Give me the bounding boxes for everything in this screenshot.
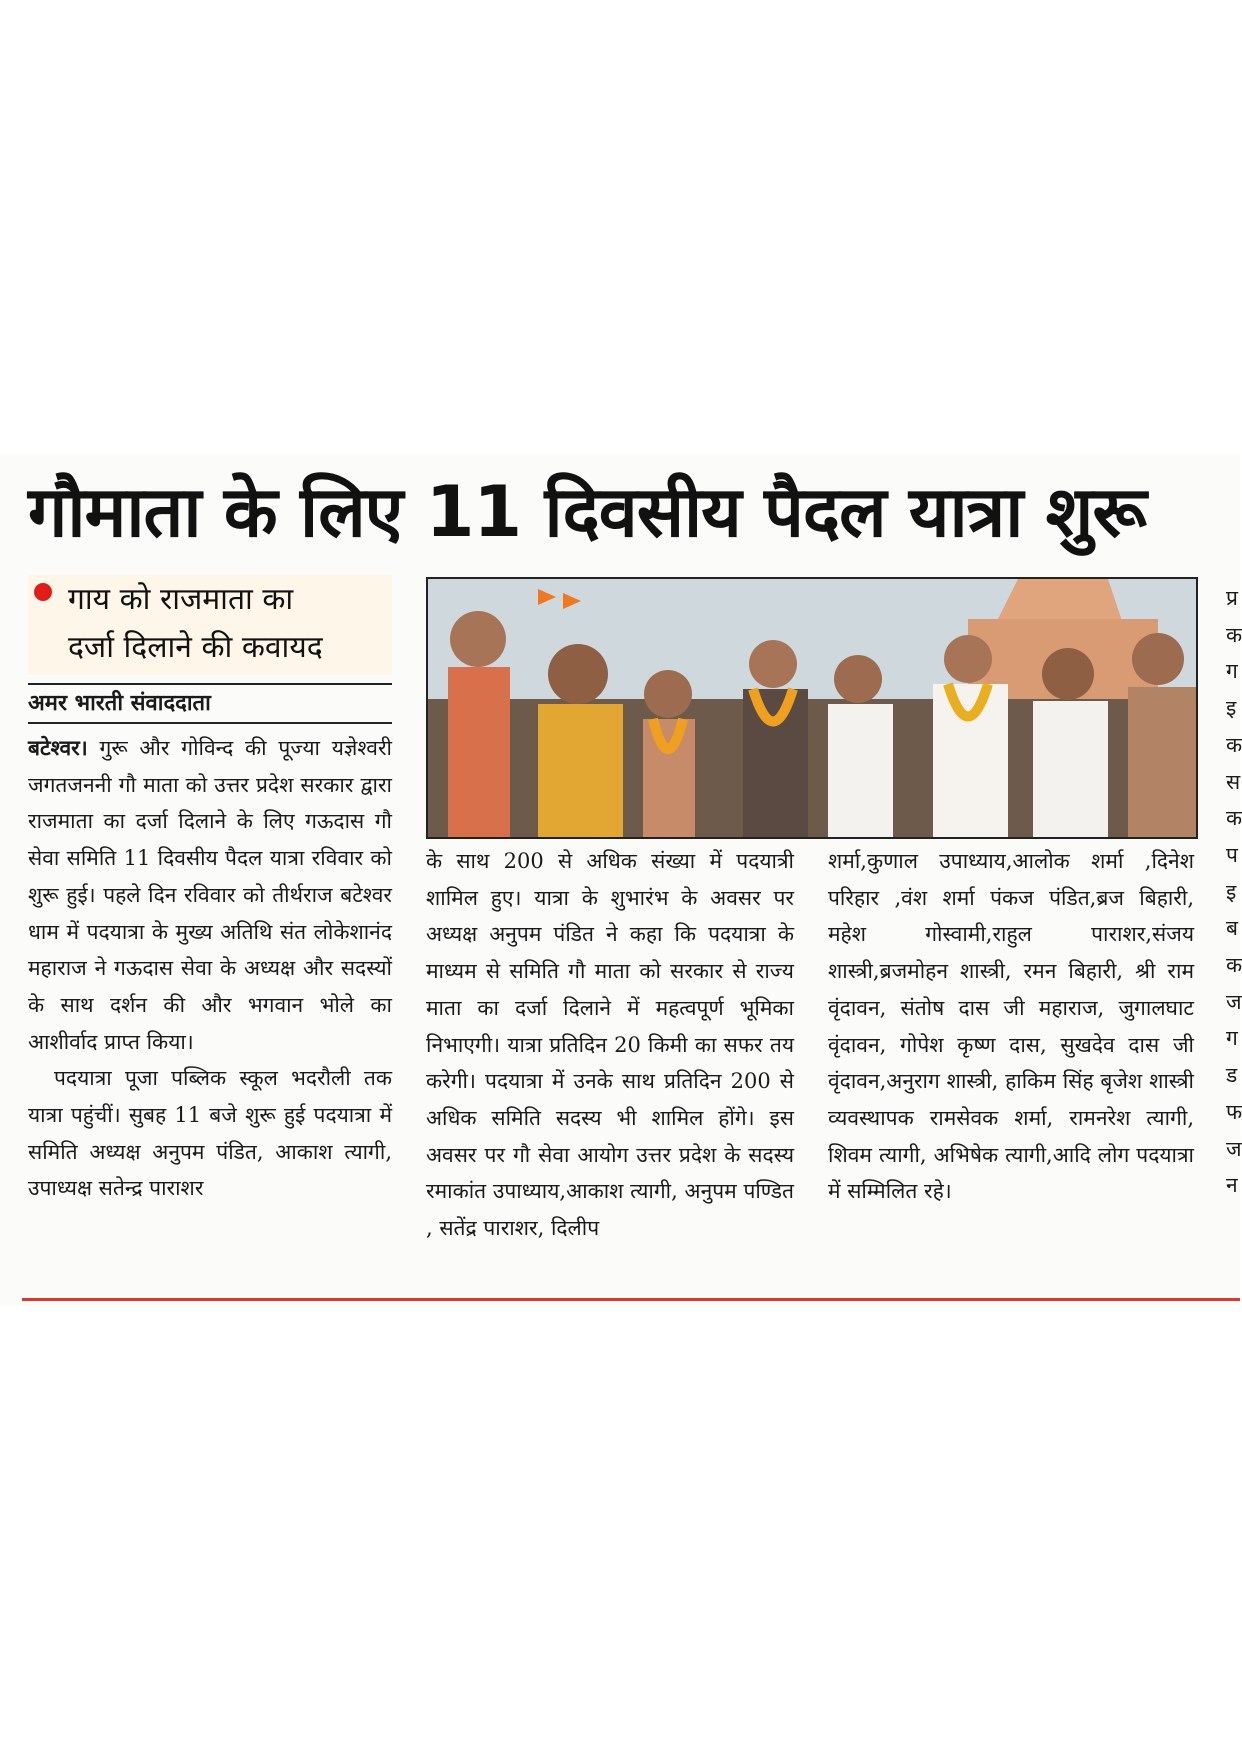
column-2-text: के साथ 200 से अधिक संख्या में पदयात्री शामिल हुए। यात्रा के शुभारंभ के अवसर पर अध्यक्ष अनुपम पंडित ने कहा कि पदयात्रा के माध्यम से समिति गौ माता को सरकार से राज्य माता का दर्जा दिलाने में महत्वपूर्ण भूमिका निभाएगी। यात्रा प्रतिदिन 20 किमी का सफर तय करेगी। पदयात्रा में उनके साथ प्रतिदिन 200 से अधिक समिति सदस्य भी शामिल होंगे। इस अवसर पर गौ सेवा आयोग उत्तर प्रदेश के सदस्य रमाकांत उपाध्याय,आकाश त्यागी, अनुपम पण्डित , सतेंद्र पाराशर, दिलीप — [426, 849, 794, 1241]
red-dot-bullet-icon — [34, 583, 52, 601]
news-photo — [426, 577, 1198, 839]
byline: अमर भारती संवाददाता — [28, 691, 211, 716]
paragraph-1-text: गुरू और गोविन्द की पूज्या यज्ञेश्वरी जगतजननी गौ माता को उत्तर प्रदेश सरकार द्वारा राजमाता का दर्जा दिलाने के लिए गऊदास गौ सेवा समिति 11 दिवसीय पैदल यात्रा रविवार को शुरू हुई। पहले दिन रविवार को तीर्थराज बटेश्वर धाम में पदयात्रा के मुख्य अतिथि संत लोकेशानंद महाराज ने गऊदास सेवा के अध्यक्ष और सदस्यों के साथ दर्शन की और भगवान भोले का आशीर्वाद प्राप्त किया। — [28, 736, 392, 1054]
column-3-text: शर्मा,कुणाल उपाध्याय,आलोक शर्मा ,दिनेश परिहार ,वंश शर्मा पंकज पंडित,ब्रज बिहारी, महेश गोस्वामी,राहुल पाराशर,संजय शास्त्री,ब्रजमोहन शास्त्री, रमन बिहारी, श्री राम वृंदावन, संतोष दास जी महाराज, जुगालघाट वृंदावन, गोपेश कृष्ण दास, सुखदेव दास जी वृंदावन,अनुराग शास्त्री, हाकिम सिंह बृजेश शास्त्री व्यवस्थापक रामसेवक शर्मा, रामनरेश त्यागी, शिवम त्यागी, अभिषेक त्यागी,आदि लोग पदयात्रा में सम्मिलित रहे। — [828, 849, 1194, 1204]
dateline: बटेश्वर। — [28, 735, 88, 760]
article-column-2 — [426, 843, 794, 1247]
paragraph-1 — [28, 730, 392, 1060]
kicker-line-2: दर्जा दिलाने की कवायद — [68, 630, 323, 665]
headline: गौमाता के लिए 11 दिवसीय पैदल यात्रा शुरू — [28, 471, 1146, 553]
byline-top-rule — [28, 683, 392, 685]
kicker-line-1: गाय को राजमाता का — [68, 582, 294, 617]
article-column-3 — [828, 843, 1194, 1210]
bottom-red-rule — [22, 1298, 1240, 1301]
paragraph-2: पदयात्रा पूजा पब्लिक स्कूल भदरौली तक यात्रा पहुंचीं। सुबह 11 बजे शुरू हुई पदयात्रा में समिति अध्यक्ष अनुपम पंडित, आकाश त्यागी, उपाध्यक्ष सतेन्द्र पाराशर — [28, 1066, 392, 1201]
byline-bottom-rule — [28, 722, 392, 724]
article-column-1 — [28, 730, 392, 1207]
photo-illustration — [428, 579, 1196, 837]
adjacent-article-edge: प्र क ग इ क स क प इ ब क ज ग ड फ ज न — [1226, 586, 1242, 1198]
kicker — [68, 576, 388, 672]
